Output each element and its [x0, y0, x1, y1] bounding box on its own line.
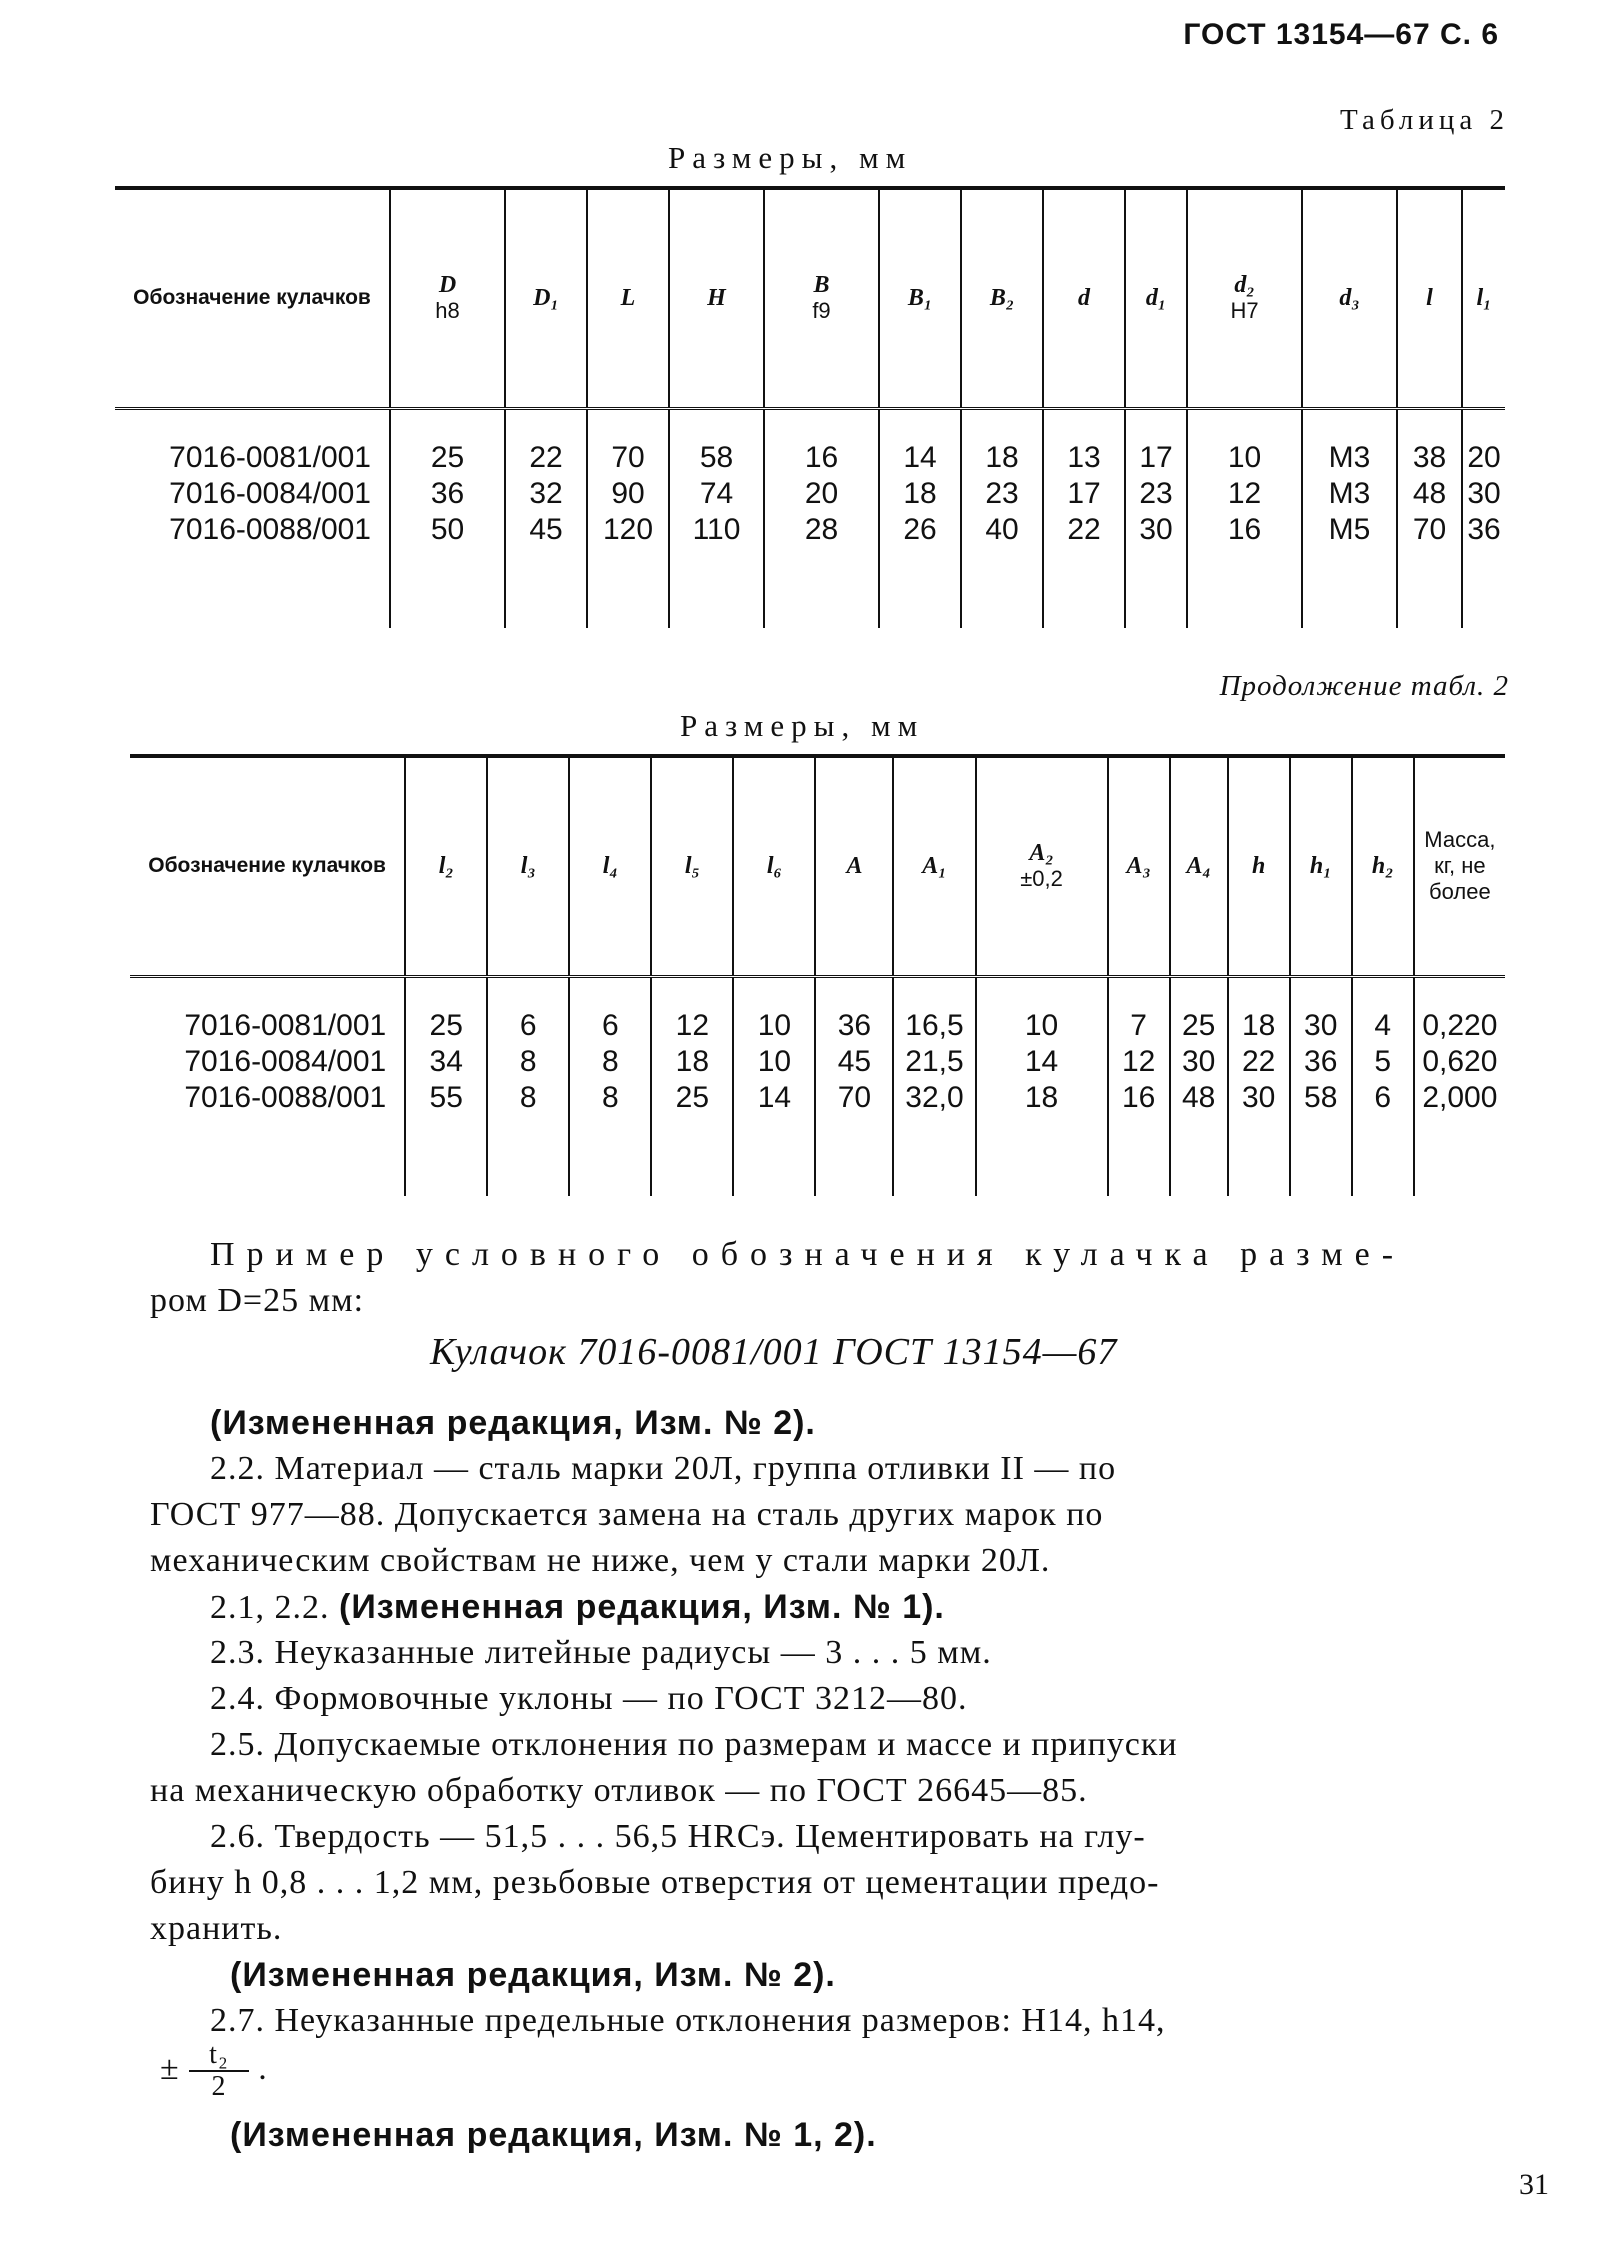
value-cell — [1228, 976, 1290, 1196]
table-value: 48 — [1181, 1080, 1216, 1114]
table-value: 4 — [1374, 1008, 1392, 1042]
table-value: 20 — [804, 476, 839, 510]
column-header-symbol: h₂ — [1371, 853, 1394, 880]
table-value: 70 — [837, 1080, 872, 1114]
value-cell — [390, 408, 505, 628]
table-value: 74 — [699, 476, 734, 510]
column-header-symbol: l₁ — [1476, 285, 1492, 312]
clause-2-3: 2.3. Неуказанные литейные радиусы — 3 . . . 5 мм. — [210, 1634, 992, 1671]
clause-2-7: 2.7. Неуказанные предельные отклонения размеров: H14, h14, — [210, 2002, 1166, 2039]
column-header — [1290, 758, 1352, 976]
table-value: 48 — [1412, 476, 1447, 510]
table-value: 23 — [985, 476, 1019, 510]
edit-note: (Измененная редакция, Изм. № 2). — [210, 1404, 816, 1442]
table-value: 21,5 — [905, 1044, 964, 1078]
table-value: 12 — [1227, 476, 1262, 510]
table-value: 10 — [757, 1008, 792, 1042]
column-header-symbol: l — [1426, 285, 1433, 312]
table-value: 22 — [1067, 512, 1101, 546]
designation-value: 7016-0088/001 — [169, 512, 371, 546]
column-header-tolerance: H7 — [1230, 298, 1259, 324]
table-value: 2,000 — [1422, 1080, 1498, 1114]
column-header-symbol: B₁ — [907, 285, 933, 312]
column-header-symbol: l₂ — [438, 853, 454, 880]
table-value: 0,220 — [1422, 1008, 1498, 1042]
column-header-symbol: l₄ — [602, 853, 618, 880]
column-header — [1125, 190, 1187, 408]
value-cell — [505, 408, 587, 628]
clause-2-5: 2.5. Допускаемые отклонения по размерам и массе и припуски — [210, 1726, 1178, 1763]
column-header-symbol: Обозначение кулачков — [148, 854, 386, 878]
value-cell — [405, 976, 487, 1196]
table-value: 8 — [519, 1044, 537, 1078]
edit-note: (Измененная редакция, Изм. № 1). — [339, 1588, 945, 1626]
table-value: 14 — [903, 440, 937, 474]
table-units: Размеры, мм — [680, 708, 925, 743]
column-header-symbol: A₃ — [1126, 853, 1151, 880]
table-value: 5 — [1374, 1044, 1392, 1078]
table-value: 36 — [837, 1008, 872, 1042]
table-value: 16,5 — [905, 1008, 964, 1042]
value-cell — [815, 976, 893, 1196]
example-intro: Пример условного обозначения кулачка разме- — [210, 1236, 1406, 1273]
table-value: 40 — [985, 512, 1019, 546]
table-value: 50 — [430, 512, 465, 546]
column-header-symbol: d₂ — [1234, 272, 1255, 299]
table-value: 6 — [1374, 1080, 1392, 1114]
table-value: 28 — [804, 512, 839, 546]
table-value: 10 — [757, 1044, 792, 1078]
table-value: 14 — [757, 1080, 792, 1114]
column-header — [815, 758, 893, 976]
table-label: Таблица 2 — [1339, 104, 1509, 136]
column-header — [1043, 190, 1125, 408]
standard-reference: ГОСТ 13154—67 С. 6 — [1183, 18, 1499, 51]
column-header-designation — [115, 190, 390, 408]
value-cell — [893, 976, 975, 1196]
value-cell — [1108, 976, 1170, 1196]
designation-value: 7016-0088/001 — [184, 1080, 387, 1114]
column-header-symbol: B — [813, 272, 830, 299]
column-header — [1352, 758, 1414, 976]
fraction-numerator: t₂ — [189, 2040, 249, 2072]
column-header — [879, 190, 961, 408]
table-value: 8 — [601, 1044, 619, 1078]
column-header — [961, 190, 1043, 408]
table-value: 7 — [1130, 1008, 1147, 1042]
table-value: 110 — [692, 512, 741, 546]
table-value: 32 — [529, 476, 563, 510]
table-value: 8 — [519, 1080, 537, 1114]
table-value: 25 — [675, 1080, 710, 1114]
column-header — [1462, 190, 1505, 408]
column-header-tolerance: ±0,2 — [1020, 866, 1063, 892]
designation-value: 7016-0084/001 — [169, 476, 371, 510]
column-header — [1170, 758, 1228, 976]
column-header — [733, 758, 815, 976]
column-header — [1414, 758, 1505, 976]
column-header-symbol: D₁ — [533, 285, 559, 312]
table-value: 32,0 — [905, 1080, 964, 1114]
table-value: 0,620 — [1422, 1044, 1498, 1078]
value-cell — [879, 408, 961, 628]
table-value: 18 — [675, 1044, 710, 1078]
clause-number: 2.1, 2.2. — [210, 1589, 330, 1626]
table-value: 10 — [1024, 1008, 1059, 1042]
value-cell — [1352, 976, 1414, 1196]
table-value: M5 — [1328, 512, 1371, 546]
value-cell — [1043, 408, 1125, 628]
table-value: 30 — [1181, 1044, 1216, 1078]
table-continuation-label: Продолжение табл. 2 — [1219, 670, 1509, 702]
value-cell — [669, 408, 764, 628]
column-header — [764, 190, 879, 408]
column-header-symbol: A — [846, 853, 863, 880]
column-header — [669, 190, 764, 408]
column-header-symbol: d₁ — [1145, 285, 1167, 312]
table-value: 6 — [519, 1008, 537, 1042]
table-value: 18 — [903, 476, 937, 510]
table-value: 10 — [1227, 440, 1262, 474]
table-value: 20 — [1467, 440, 1501, 474]
column-header — [587, 190, 669, 408]
designation-value: 7016-0084/001 — [184, 1044, 387, 1078]
table-value: 58 — [699, 440, 734, 474]
value-cell — [569, 976, 651, 1196]
designation-value: 7016-0081/001 — [184, 1008, 387, 1042]
table-value: 17 — [1067, 476, 1101, 510]
edit-note: (Измененная редакция, Изм. № 2). — [230, 1956, 836, 1994]
column-header-symbol: h₁ — [1309, 853, 1332, 880]
table-value: 18 — [1024, 1080, 1059, 1114]
fraction-denominator: 2 — [211, 2071, 227, 2102]
value-cell — [1462, 408, 1505, 628]
column-header-symbol: h — [1252, 853, 1266, 880]
table-value: 25 — [430, 440, 465, 474]
table-value: 70 — [1412, 512, 1447, 546]
value-cell — [976, 976, 1108, 1196]
clause-2-4: 2.4. Формовочные уклоны — по ГОСТ 3212—80. — [210, 1680, 968, 1717]
value-cell — [733, 976, 815, 1196]
table-value: 30 — [1139, 512, 1173, 546]
table-value: 38 — [1412, 440, 1447, 474]
clause-2-6: 2.6. Твердость — 51,5 . . . 56,5 HRCэ. Цементировать на глу- — [210, 1818, 1146, 1855]
table-value: 70 — [611, 440, 645, 474]
table-value: 36 — [1304, 1044, 1338, 1078]
column-header-symbol: l₃ — [520, 853, 536, 880]
value-cell — [1302, 408, 1397, 628]
column-header — [405, 758, 487, 976]
value-cell — [487, 976, 569, 1196]
plus-minus: ± — [160, 2049, 180, 2087]
column-header-symbol: D — [438, 272, 457, 299]
column-header-symbol: l₆ — [766, 853, 782, 880]
table-value: 22 — [1242, 1044, 1276, 1078]
table-value: 26 — [903, 512, 937, 546]
table-value: 25 — [429, 1008, 463, 1042]
column-header-tolerance: h8 — [435, 298, 460, 324]
value-cell — [651, 976, 733, 1196]
column-header — [976, 758, 1108, 976]
column-header-symbol: l₅ — [684, 853, 700, 880]
table-value: M3 — [1328, 476, 1371, 510]
example-intro-cont: ром D=25 мм: — [150, 1282, 365, 1319]
clause-2-2-line3: механическим свойствам не ниже, чем у стали марки 20Л. — [150, 1542, 1051, 1579]
table-value: 12 — [675, 1008, 710, 1042]
column-header-designation — [130, 758, 405, 976]
column-header-symbol: A₂ — [1029, 840, 1054, 867]
example-designation: Кулачок 7016-0081/001 ГОСТ 13154—67 — [430, 1331, 1118, 1373]
table-value: 90 — [611, 476, 645, 510]
column-header — [893, 758, 975, 976]
page-number: 31 — [1519, 2168, 1549, 2201]
table-value: 18 — [985, 440, 1019, 474]
value-cell — [1187, 408, 1302, 628]
clause-2-1-2-2 — [210, 1584, 945, 1631]
formula-end: . — [258, 2049, 268, 2087]
value-cell — [1290, 976, 1352, 1196]
table-value: 45 — [529, 512, 563, 546]
table-value: 17 — [1139, 440, 1173, 474]
value-cell — [961, 408, 1043, 628]
column-header — [651, 758, 733, 976]
column-header-symbol: Масса, кг, не более — [1424, 827, 1496, 905]
value-cell — [587, 408, 669, 628]
value-cell — [1414, 976, 1505, 1196]
table-value: 6 — [601, 1008, 619, 1042]
table-units: Размеры, мм — [668, 140, 913, 175]
value-cell — [1397, 408, 1462, 628]
column-header-symbol: L — [620, 285, 636, 312]
table-value: 8 — [601, 1080, 619, 1114]
column-header-symbol: d — [1078, 285, 1090, 312]
table-value: 18 — [1242, 1008, 1276, 1042]
clause-2-6-line2: бину h 0,8 . . . 1,2 мм, резьбовые отверстия от цементации предо- — [150, 1864, 1160, 1901]
table-value: 12 — [1121, 1044, 1156, 1078]
size-table-continued — [130, 758, 1505, 1196]
value-cell — [1125, 408, 1187, 628]
table-value: 45 — [837, 1044, 872, 1078]
table-value: 55 — [429, 1080, 463, 1114]
table-value: 23 — [1139, 476, 1173, 510]
column-header — [1187, 190, 1302, 408]
clause-2-2: 2.2. Материал — сталь марки 20Л, группа отливки II — по — [210, 1450, 1117, 1487]
table-value: M3 — [1328, 440, 1371, 474]
designation-value: 7016-0081/001 — [169, 440, 371, 474]
table-value: 30 — [1242, 1080, 1276, 1114]
table-value: 16 — [1227, 512, 1262, 546]
table-value: 16 — [804, 440, 839, 474]
table-value: 36 — [1467, 512, 1501, 546]
table-value: 13 — [1067, 440, 1101, 474]
column-header — [1108, 758, 1170, 976]
tolerance-formula — [160, 2040, 268, 2102]
column-header — [390, 190, 505, 408]
fraction — [189, 2040, 249, 2102]
table-value: 36 — [430, 476, 465, 510]
table-value: 30 — [1304, 1008, 1338, 1042]
clause-2-5-line2: на механическую обработку отливок — по ГОСТ 26645—85. — [150, 1772, 1088, 1809]
table-value: 16 — [1121, 1080, 1156, 1114]
column-header — [1302, 190, 1397, 408]
table-value: 22 — [529, 440, 563, 474]
column-header-symbol: H — [707, 285, 726, 312]
value-cell — [1170, 976, 1228, 1196]
size-table — [115, 190, 1505, 628]
column-header-symbol: d₃ — [1339, 285, 1360, 312]
column-header — [1228, 758, 1290, 976]
designation-cell — [115, 408, 390, 628]
column-header-tolerance: f9 — [812, 298, 831, 324]
clause-2-2-line2: ГОСТ 977—88. Допускается замена на сталь других марок по — [150, 1496, 1104, 1533]
table-value: 34 — [429, 1044, 463, 1078]
edit-note: (Измененная редакция, Изм. № 1, 2). — [230, 2116, 877, 2154]
table-value: 14 — [1024, 1044, 1059, 1078]
column-header — [1397, 190, 1462, 408]
designation-cell — [130, 976, 405, 1196]
column-header-symbol: Обозначение кулачков — [133, 286, 371, 310]
column-header — [487, 758, 569, 976]
table-value: 25 — [1181, 1008, 1216, 1042]
column-header-symbol: A₄ — [1186, 853, 1211, 880]
column-header-symbol: A₁ — [922, 853, 947, 880]
column-header-symbol: B₂ — [989, 285, 1015, 312]
clause-2-6-line3: хранить. — [150, 1910, 283, 1947]
table-value: 120 — [602, 512, 654, 546]
value-cell — [764, 408, 879, 628]
column-header — [505, 190, 587, 408]
table-value: 58 — [1304, 1080, 1338, 1114]
column-header — [569, 758, 651, 976]
table-value: 30 — [1467, 476, 1501, 510]
